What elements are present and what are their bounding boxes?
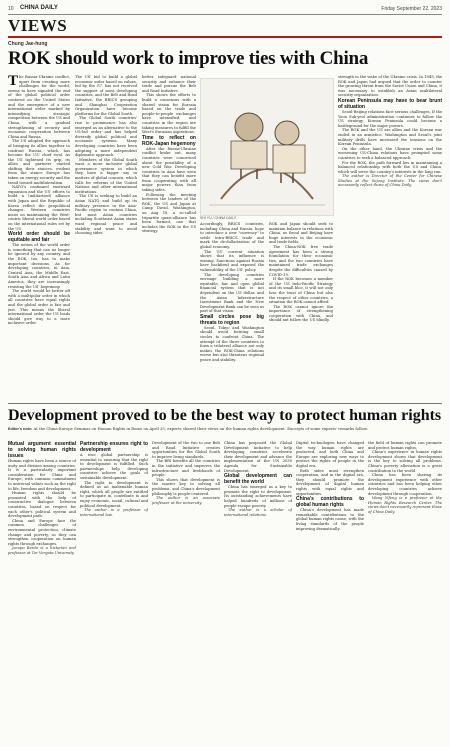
cartoon-illustration: [201, 79, 333, 215]
editors-note: [8, 427, 442, 432]
page-number: 10: [8, 6, 14, 12]
paragraph: China and Europe face the common challenges of environmental protection, climate change and poverty, so they can strengthen cooperation on human rights through exchanges.: [8, 518, 76, 546]
subheading: Mutual argument essential to solving human rights issues: [8, 441, 76, 459]
article-divider: [8, 403, 442, 404]
drop-cap: T: [8, 75, 19, 89]
paragraph: China has proposed the Global Development Initiative to help developing countries accelerate their development and advance the implementation of the UN 2030 Agenda for Sustainable Development.: [224, 441, 292, 473]
subheading: Global development can benefit the world: [224, 473, 292, 486]
cartoon-credit: SHI YU / CHINA DAILY: [200, 216, 237, 220]
paragraph: NATO's continued eastward expansion and the US' efforts to build a (militarized) alliance with Japan and the Republic of Korea reflect the geopolitical changes. Western countries insist on maintaining the West-centric liberal world order based on the international rules set by the US.: [8, 185, 70, 231]
masthead-rule: [8, 14, 442, 15]
paragraph: The world would be better off with a multipolar order in which all countries have equal rights and the global order is fair and just. This means the liberal international order the US leads should give way to a more inclusive order.: [8, 289, 70, 326]
paragraph: The developing countries envisage building a more equitable, fair and open global financial system that is not dependent on the US dollar, and the Asian Infrastructure Investment Bank and the New Development Bank can be seen as part of that vision.: [200, 272, 264, 314]
author-note: The author is an associate professor at the university.: [152, 496, 220, 505]
paragraph: If the ROK becomes a member of the US Indo-Pacific Strategy and its small bloc, it will not only lose the trust of China but also the respect of other countries, a situation the ROK cannot afford.: [269, 277, 333, 305]
paragraph: China has emerged as a key to promote the right to development. Its outstanding achievements have helped hundreds of millions of people escape poverty.: [224, 485, 292, 508]
issue-date: Friday September 22, 2023: [381, 6, 442, 12]
article-column-2: [75, 75, 137, 398]
paragraph: The US adopted the approach of bringing its allies together to confront Russia, which has become the US' chief rival. As the US tightened its grip, its allies and partners started shifting their stances, evident from the stance Europe has taken on energy security and the trend toward multilateralism.: [8, 139, 70, 185]
article-column-6: [338, 75, 442, 398]
paragraph: The US' bid to build a global economic order based on values, led by the G7, has not received the support of most developing countries, and the Belt and Road Initiative, the BRICS grouping and Shanghai Cooperation Organization have become platforms for the Global South.: [75, 75, 137, 116]
subheading: Korean Peninsula may have to bear brunt of situation: [338, 97, 442, 110]
article2-column-6: [368, 441, 442, 741]
author-note: Wang Yifeng is a professor at the Human Rights Research Center. The views don't necessarily represent those of China Daily.: [368, 496, 442, 514]
subheading: Small circles pose big threats to region: [200, 313, 264, 326]
paragraph: better safeguard national security and enhance their trade and pursue the Belt and Road Initiative.: [142, 75, 196, 93]
subheading: China's contributions to global human rights: [296, 496, 364, 509]
paper-name: CHINA DAILY: [20, 5, 58, 11]
paragraph: The China-ROK free trade agreement has been a strong foundation for their economic ties, and the two countries have maintained trade exchanges despite the difficulties caused by COVID-19.: [269, 244, 333, 277]
subheading: Partnership ensures right to development: [80, 441, 148, 453]
author-note: Jacopo Bardo is a historian and professor at Tor Vergata University.: [8, 546, 76, 555]
author-note: The author is Director of the Center for Chinese Studies at the Sejong Institute. The views don't necessarily reflect those of China Daily.: [338, 174, 442, 188]
article2-column-3: [152, 441, 220, 741]
paragraph: Seoul-Beijing relations face serious challenges. If the Yoon Suk-yeol administration continues to follow the US strategy, Korean Peninsula could become a battleground for the major powers.: [338, 109, 442, 128]
editors-note-label: Editor's note:: [8, 427, 33, 431]
paragraph: he Russia-Ukraine conflict, apart from creating more challenges for the world, seems to have signaled the end of the global political order centered on the United States and the emergence of a new international order marked by intensifying strategic competition between the US and China, with a gradual strengthening of security and economic cooperation between China and Russia.: [8, 75, 70, 139]
paragraph: China's development has made remarkable contributions to the global human rights cause, with the living standards of the people improving dramatically.: [296, 508, 364, 531]
article2-column-1: [8, 441, 76, 741]
paragraph: China has been sharing its development experience with other countries and has been helping other developing countries achieve development through cooperation.: [368, 473, 442, 496]
section-rule: [8, 36, 442, 38]
subheading: Time to reflect on ROK-Japan hegemony: [142, 134, 196, 147]
paragraph: China's experience in human rights development shows that development is the key to solving all problems. China's poverty alleviation is a great contribution to the world.: [368, 450, 442, 473]
author-note: The author is a scholar of international relations.: [224, 508, 292, 517]
paragraph: Members of the Global South want a more inclusive global governance system in which they have a bigger say in matters of global concern, which calls for reforms of the United Nations and other international institutions.: [75, 157, 137, 194]
paragraph: For the ROK, the path forward lies in maintaining a balanced relationship with both the US and China, which will serve the country's interests in the long run.: [338, 160, 442, 174]
section-title: VIEWS: [8, 16, 68, 35]
article2-column-2: [80, 441, 148, 741]
paragraph: The US' current situation shows that its influence is waning. Sanctions against Russia have backfired and exposed the vulnerability of the US' policy.: [200, 249, 264, 272]
article-column-1: [8, 75, 70, 398]
article2-column-4: [224, 441, 292, 741]
paragraph: On the other hand, the Ukraine crisis and the worsening US-China relations have prompted some countries to seek a balanced approach.: [338, 146, 442, 160]
paragraph: Following the meeting between the leaders of the ROK, the US and Japan at Camp David, Washington, on Aug 18, a so-called tripartite quasi-alliance has been formed, one that includes the ROK in the US strategy.: [142, 192, 196, 234]
byline: Chung Jae-hung: [8, 41, 48, 47]
paragraph: This shows the efforts to build a consensus with a shared vision for Eurasia based on the trade and people-to-people exchanges have intensified, and countries in the region are taking measures to fulfill the West's Eurasian aspirations.: [142, 93, 196, 135]
paragraph: The ROK cannot ignore the importance of strengthening cooperation with China, and should not follow the US blindly.: [269, 304, 333, 323]
article2-column-5: [296, 441, 364, 741]
paragraph: strength in the wake of the Ukraine crisis. In 1949, the ROK and Japan had argued that the order to counter the growing threat from the Soviet Union and China, it was necessary to establish an Asian multilateral security organization.: [338, 75, 442, 98]
paragraph: Digital technologies have changed the way human rights are protected, and both China and Europe are exploring new ways to protect the rights of people in the digital era.: [296, 441, 364, 468]
article-column-4: [200, 222, 264, 398]
article-column-5: [269, 222, 333, 398]
article-column-3: [142, 75, 196, 398]
paragraph: Human rights should be promoted with the help of constructive dialogue between countries, based on respect for each other's political system and development path.: [8, 491, 76, 519]
paragraph: Accordingly, BRICS countries, including China and Russia, hope to introduce a new "currency" to settle intra-BRICS trade and mark the de-dollarization of the global economy.: [200, 222, 264, 249]
headline: ROK should work to improve ties with China: [8, 48, 369, 69]
editorial-cartoon: [200, 78, 334, 216]
paragraph: Both sides must strengthen cooperation, and in the digital era, they should promote the development of digital human rights with equal rights and opportunities.: [296, 468, 364, 496]
editors-note-text: At the China-Europe Seminar on Human Rights in Rome on April 25, experts shared their views on the human rights development. Excerpts of some experts' remarks follow.: [33, 426, 368, 431]
paragraph: The ROK and the US are allies and the Korean war ended in an armistice. Washington and Seoul's joint military drills have increased the tensions on the Korean Peninsula.: [338, 128, 442, 147]
headline-2: Development proved to be the best way to protect human rights: [8, 407, 442, 424]
paragraph: ROK and Japan should seek to maintain balance in relations with China, as Seoul and Beijing have huge interests in the economic and trade fields.: [269, 222, 333, 245]
paragraph: Seoul, Tokyo and Washington should avoid forming small circles to confront China. The attempt of the three countries to form a trilateral alliance not only makes the ROK-China relations worse but also threatens regional peace and stability.: [200, 325, 264, 363]
paragraph: the field of human rights can promote and protect human rights.: [368, 441, 442, 450]
paragraph: Human rights have been a source of unity and division among countries. It is a particularly important consideration for China and Europe, with common commitment to universal values such as the right to life, freedom and development.: [8, 459, 76, 491]
paragraph: The BRI benefits all the countries in the initiative and improves the infrastructure and livelihoods of people.: [152, 459, 220, 478]
paragraph: Development of the two to one Belt and Road Initiative creates opportunities for the Global South to improve living standards.: [152, 441, 220, 459]
paragraph: The Global South countries' rise to prominence has also emerged as an alternative to the US-led order and has helped diversify global political and economic systems. Many developing countries have been adopting a more independent diplomatic approach.: [75, 116, 137, 158]
author-note: The author is a professor of international law.: [80, 508, 148, 517]
paragraph: The notion of the world order is something that can no longer be ignored by any country, and the ROK, too, has to make important decisions. As for developing countries, in Asia, Central Asia, the Middle East, South Asia and Africa and Latin America, they are increasingly resisting the US' hegemony.: [8, 243, 70, 289]
paragraph: A true global partnership is essential to ensuring that the right to development is fulfilled. Such partnerships help developing countries achieve the goals of sustainable development.: [80, 453, 148, 480]
paragraph: The right to development is defined as an inalienable human right, which all people are entitled to participate in, contribute to and enjoy economic, social, cultural and political development.: [80, 480, 148, 508]
paragraph: After the Russia-Ukraine conflict broke out, many countries were concerned about the possibility of a new Cold War. Developing countries in Asia have seen that they can benefit more from cooperating with all major powers than from taking sides.: [142, 146, 196, 193]
paragraph: The US is seeking to build an Asian NATO and build up its military presence in the Asia-Pacific region to contain China, but most Asian countries including Southeast Asian states want regional peace and stability and want to avoid choosing sides.: [75, 194, 137, 236]
paragraph: This shows that development is the master key to solving all problems, and China's development philosophy is people-centered.: [152, 477, 220, 496]
subheading: World order should be equitable and fair: [8, 231, 70, 244]
